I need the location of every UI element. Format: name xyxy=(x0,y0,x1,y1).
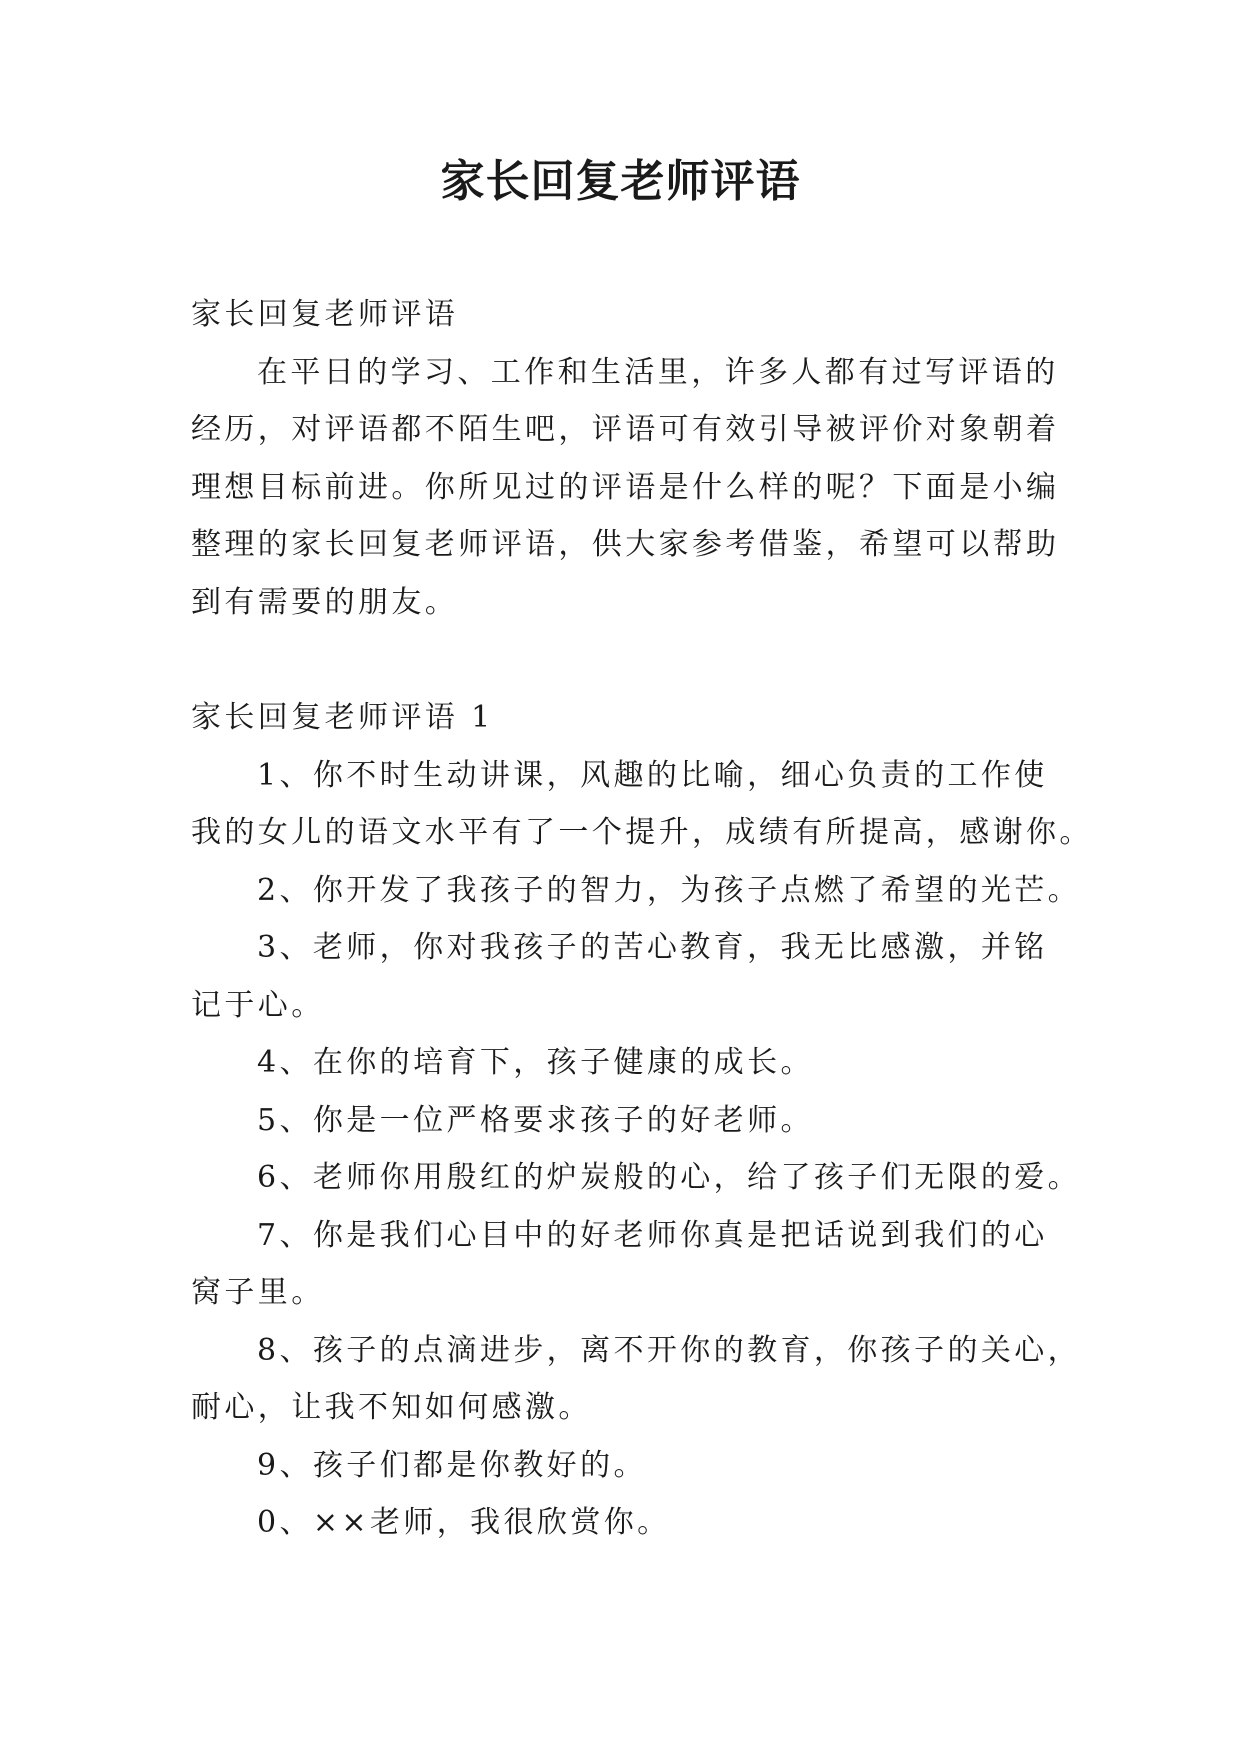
intro-line: 到有需要的朋友。 xyxy=(191,585,459,620)
list-item: 5、你是一位严格要求孩子的好老师。 xyxy=(257,1103,814,1138)
list-item: 9、孩子们都是你教好的。 xyxy=(257,1448,647,1483)
intro-line: 经历，对评语都不陌生吧，评语可有效引导被评价对象朝着 xyxy=(191,412,1060,447)
document-title: 家长回复老师评语 xyxy=(440,156,801,207)
list-item: 0、××老师，我很欣赏你。 xyxy=(257,1505,671,1540)
list-item: 2、你开发了我孩子的智力，为孩子点燃了希望的光芒。 xyxy=(257,873,1082,908)
list-item: 记于心。 xyxy=(191,988,325,1023)
subtitle: 家长回复老师评语 xyxy=(191,297,459,332)
list-item: 1、你不时生动讲课，风趣的比喻，细心负责的工作使 xyxy=(257,758,1048,793)
list-item: 耐心，让我不知如何感激。 xyxy=(191,1390,592,1425)
intro-line: 在平日的学习、工作和生活里，许多人都有过写评语的 xyxy=(257,355,1059,390)
list-item: 窝子里。 xyxy=(191,1275,325,1310)
list-item: 我的女儿的语文水平有了一个提升，成绩有所提高，感谢你。 xyxy=(191,815,1093,850)
section-heading: 家长回复老师评语 1 xyxy=(191,700,494,735)
list-item: 6、老师你用殷红的炉炭般的心，给了孩子们无限的爱。 xyxy=(257,1160,1082,1195)
list-item: 8、孩子的点滴进步，离不开你的教育，你孩子的关心， xyxy=(257,1333,1082,1368)
list-item: 7、你是我们心目中的好老师你真是把话说到我们的心 xyxy=(257,1218,1048,1253)
list-item: 3、老师，你对我孩子的苦心教育，我无比感激，并铭 xyxy=(257,930,1048,965)
list-item: 4、在你的培育下，孩子健康的成长。 xyxy=(257,1045,814,1080)
intro-line: 整理的家长回复老师评语，供大家参考借鉴，希望可以帮助 xyxy=(191,527,1060,562)
intro-line: 理想目标前进。你所见过的评语是什么样的呢？下面是小编 xyxy=(191,470,1060,505)
